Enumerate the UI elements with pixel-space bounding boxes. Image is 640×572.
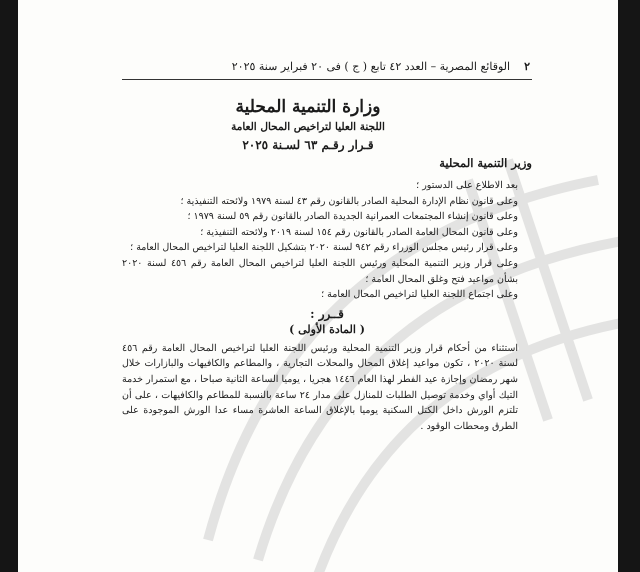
preamble-line: وعلى قرار رئيس مجلس الوزراء رقم ٩٤٢ لسنة ٢٠٢٠ بتشكيل اللجنة العليا لتراخيص المحال العامة ؛ [130,242,518,254]
article-text: استثناء من أحكام قرار وزير التنمية المحلية ورئيس اللجنة العليا لتراخيص المحال العامة رقم ٤٥٦ لسنة ٢٠٢٠ ، تكون مواعيد إغلاق المحال والمحلات التجارية ، والمطاعم والكافيهات والبازارات خلال شهر رمضان وإجازة عيد الفطر لهذا العام ١٤٤٦ هجريا ، يوميا الساعة الثانية صباحا ، مع استمرار خدمة التيك أواي وخدمة توصيل الطلبات للمنازل على مدار ٢٤ ساعة بالنسبة للمطاعم والكافيهات ، على أن تلتزم الورش داخل الكتل السكنية يوميا بالإغلاق الساعة العاشرة مساء عدا الورش الموجودة على الطرق ومحطات الوقود . [122,342,518,432]
viewer-frame-right [618,0,640,572]
preamble-line: وعلى قانون إنشاء المجتمعات العمرانية الجديدة الصادر بالقانون رقم ٥٩ لسنة ١٩٧٩ ؛ [187,211,518,223]
running-header [130,60,530,74]
header-rule [122,79,532,80]
preamble-line: وعلى اجتماع اللجنة العليا لتراخيص المحال العامة ؛ [321,289,518,301]
article-title: ( المادة الأولى ) [289,322,365,336]
preamble-line: وعلى قانون نظام الإدارة المحلية الصادر بالقانون رقم ٤٣ لسنة ١٩٧٩ ولائحته التنفيذية ؛ [180,195,518,207]
page-number: ٢ [524,60,530,73]
viewer-frame-left [0,0,18,572]
document-page [18,0,618,572]
preamble-line: بعد الاطلاع على الدستور ؛ [416,180,518,191]
decides-heading: قــرر : [310,306,344,321]
committee-subtitle: اللجنة العليا لتراخيص المحال العامة [231,121,385,133]
ministry-title: وزارة التنمية المحلية [235,97,381,117]
minister-heading: وزير التنمية المحلية [439,156,532,170]
decree-body [122,178,532,434]
preamble-line: وعلى قانون المحال العامة الصادر بالقانون رقم ١٥٤ لسنة ٢٠١٩ ولائحته التنفيذية ؛ [200,226,518,238]
gazette-issue-line: الوقائع المصرية – العدد ٤٢ تابع ( ج ) فى ٢٠ فبراير سنة ٢٠٢٥ [231,60,511,73]
decree-number: قـرار رقـم ٦٣ لسـنة ٢٠٢٥ [242,138,374,152]
preamble-line: وعلى قرار وزير التنمية المحلية ورئيس اللجنة العليا لتراخيص المحال العامة رقم ٤٥٦ لسنة ٢٠٢٠ بشأن مواعيد فتح وغلق المحال العامة ؛ [122,257,518,285]
